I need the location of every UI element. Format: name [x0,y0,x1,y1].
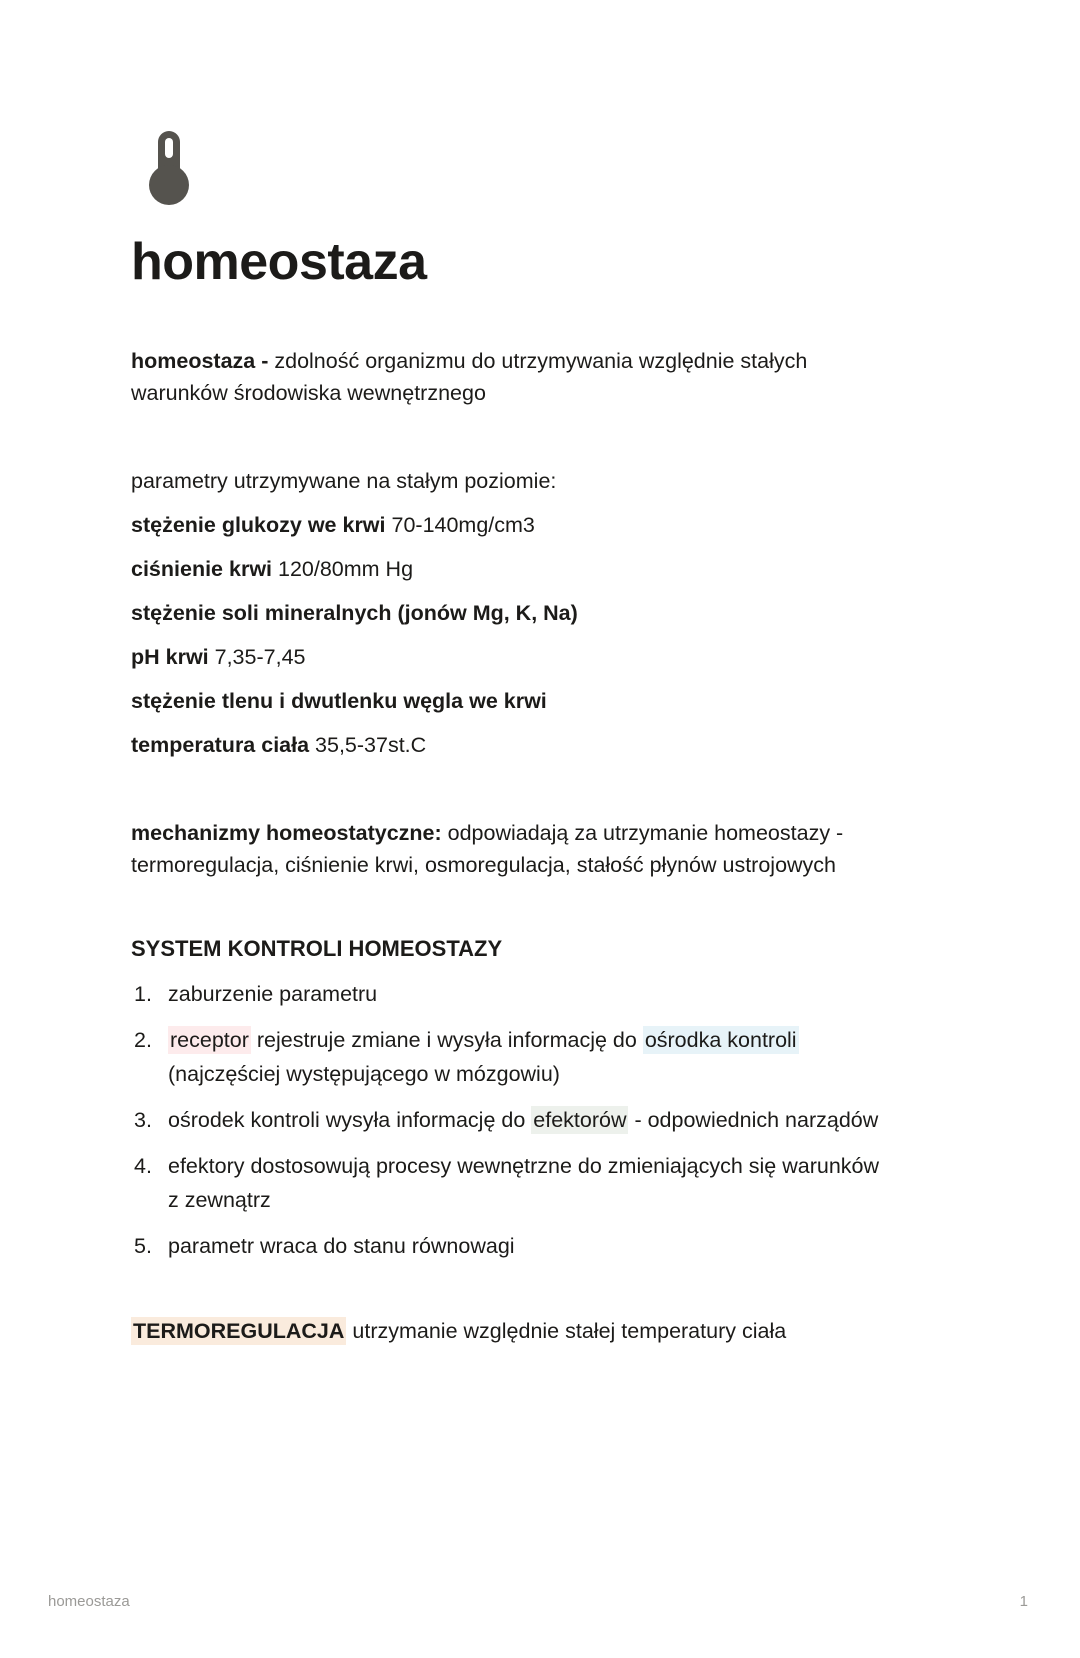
mechanisms-text: odpowiadają za utrzymanie homeostazy - [441,821,844,845]
parameter-row [131,597,949,629]
mechanisms-paragraph [131,817,949,881]
list-item-text: efektory dostosowują procesy wewnętrzne do zmieniających się warunków z zewnątrz [168,1154,880,1212]
termoregulation-text: utrzymanie względnie stałej temperatury ciała [346,1319,787,1343]
list-item-text: zaburzenie parametru [168,982,378,1006]
footer-document-title: homeostaza [48,1593,130,1610]
parameter-label: pH krwi [131,645,209,669]
parameter-value: 35,5-37st.C [309,733,427,757]
parameter-row [131,641,949,673]
highlight-termoregulation: TERMOREGULACJA [133,1319,345,1343]
parameter-value: 7,35-7,45 [208,645,306,669]
list-item-number: 2. [134,1028,152,1052]
definition-text: zdolność organizmu do utrzymywania względnie stałych [268,349,808,373]
termoregulation-paragraph [131,1315,949,1347]
footer-page-number: 1 [1019,1593,1028,1610]
thermometer-icon [149,131,189,205]
parameter-value: 70-140mg/cm3 [385,513,535,537]
system-control-heading: SYSTEM KONTROLI HOMEOSTAZY [131,936,503,961]
list-item-number: 5. [134,1234,152,1258]
list-item [131,1229,949,1263]
parameters-intro: parametry utrzymywane na stałym poziomie: [131,469,557,493]
list-item [131,1103,949,1137]
highlight-control-center: ośrodka kontroli [644,1028,797,1052]
parameter-row [131,509,949,541]
list-item [131,1149,949,1217]
list-item-text: ośrodek kontroli wysyła informację do efektorów - odpowiednich narządów [168,1108,879,1132]
mechanisms-line-1 [131,817,949,849]
homeostasis-steps-list [131,977,949,1263]
parameter-value: 120/80mm Hg [272,557,414,581]
mechanisms-term: mechanizmy homeostatyczne: [131,821,442,845]
list-item-number: 4. [134,1154,152,1178]
definition-line-2: warunków środowiska wewnętrznego [131,381,486,405]
mechanisms-line-2: termoregulacja, ciśnienie krwi, osmoregulacja, stałość płynów ustrojowych [131,853,837,877]
parameter-row [131,729,949,761]
list-item-text: parametr wraca do stanu równowagi [168,1234,515,1258]
page-title: homeostaza [131,233,427,291]
highlight-receptor: receptor [170,1028,249,1052]
parameter-label: temperatura ciała [131,733,310,757]
page-body [0,131,1080,1347]
parameter-label: stężenie glukozy we krwi [131,513,386,537]
list-item [131,1023,949,1091]
list-item-number: 3. [134,1108,152,1132]
list-item [131,977,949,1011]
parameter-label: ciśnienie krwi [131,557,273,581]
parameter-row [131,553,949,585]
definition-paragraph [131,345,949,409]
list-item-text: receptor rejestruje zmiane i wysyła informację do ośrodka kontroli (najczęściej występującego w mózgowiu) [168,1028,797,1086]
page-footer [48,1593,1028,1611]
definition-line-1 [131,345,949,377]
parameter-row [131,685,949,717]
highlight-effectors: efektorów [533,1108,627,1132]
parameter-label: stężenie soli mineralnych (jonów Mg, K, Na) [131,601,578,625]
definition-term: homeostaza - [131,349,269,373]
parameter-label: stężenie tlenu i dwutlenku węgla we krwi [131,689,547,713]
list-item-number: 1. [134,982,152,1006]
